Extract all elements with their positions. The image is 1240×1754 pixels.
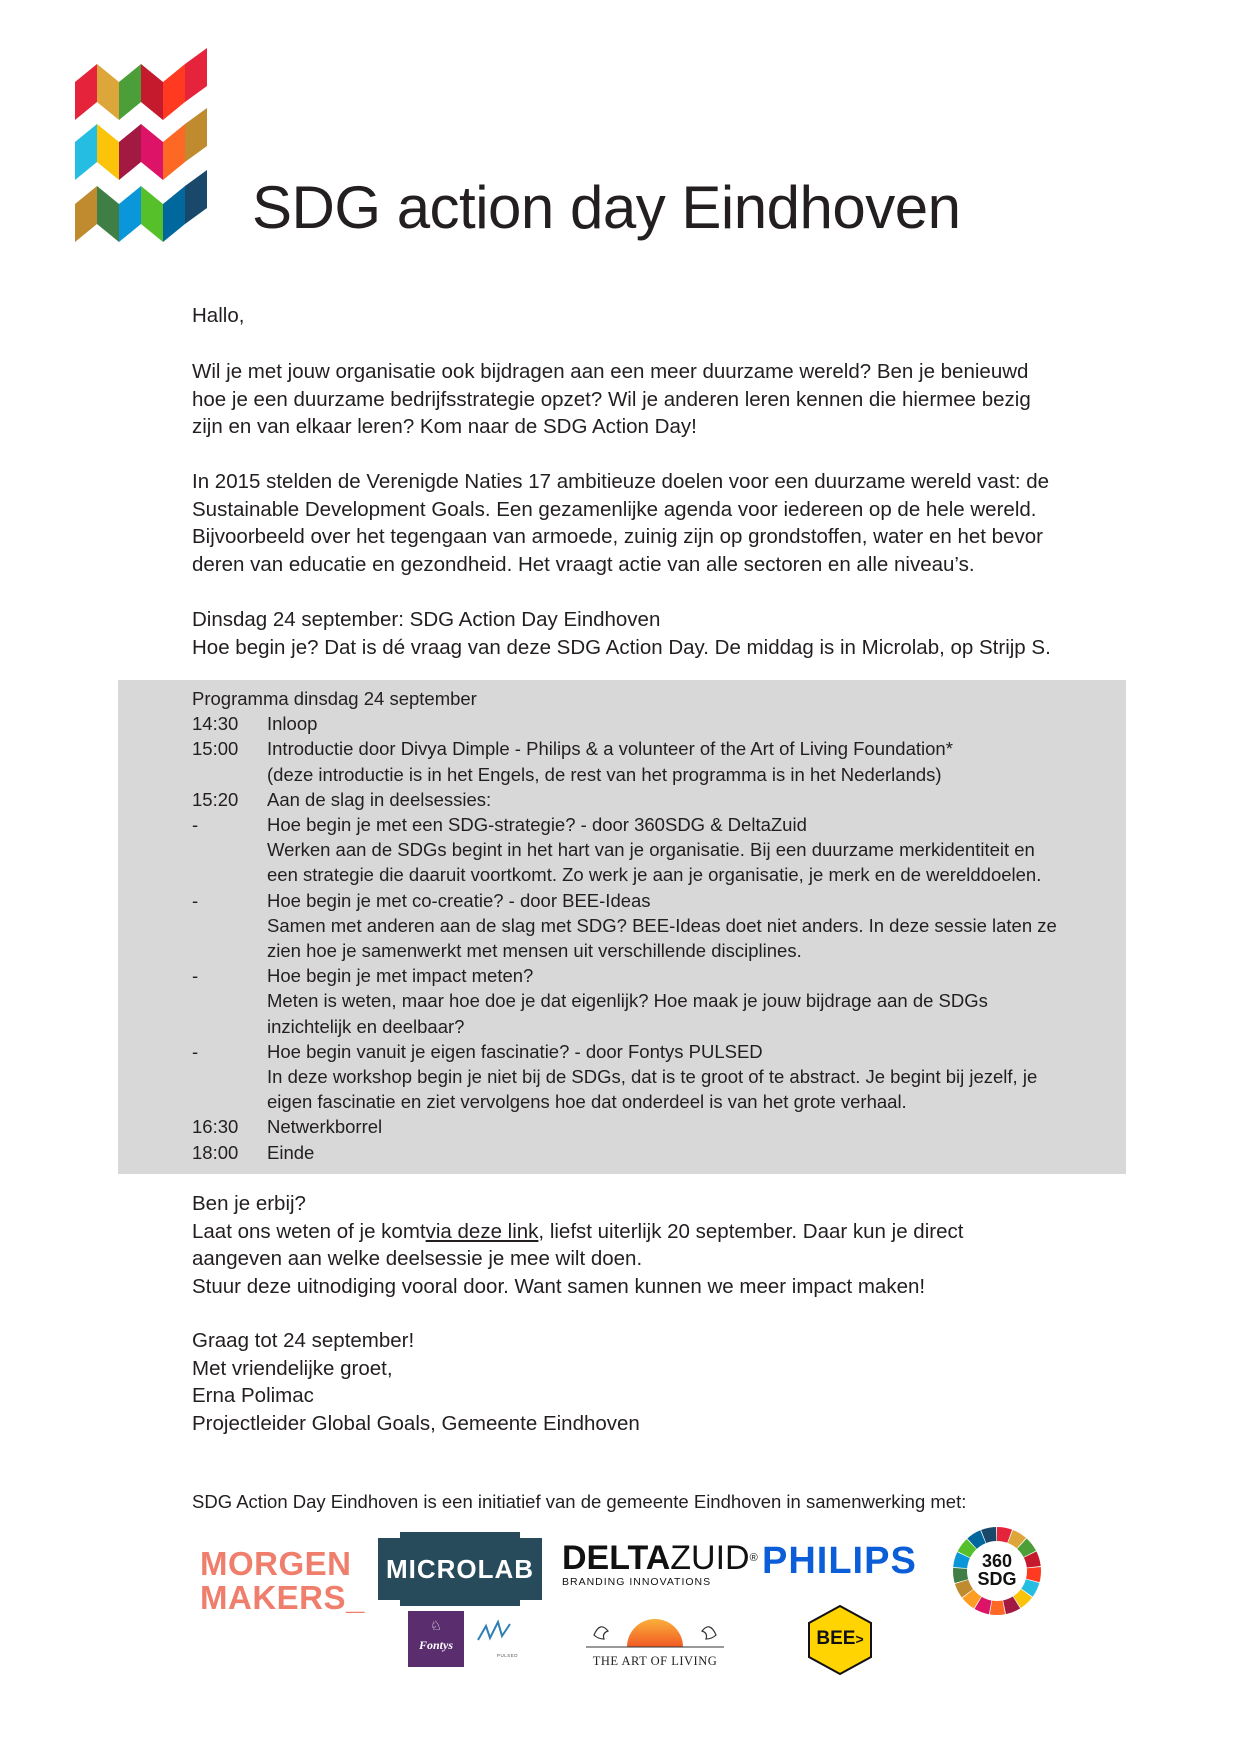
signatory-title: Projectleider Global Goals, Gemeente Eindhoven [192,1411,640,1435]
closing [192,1327,640,1437]
sdg-logo-mark [75,48,207,260]
program-text: zien hoe je samenwerkt met mensen uit verschillende disciplines. [267,940,802,962]
deltazuid-logo [562,1540,758,1588]
art-of-living-logo [582,1611,728,1667]
logo-tagline: BRANDING INNOVATIONS [562,1576,712,1588]
text-line: In 2015 stelden de Verenigde Naties 17 ambitieuze doelen voor een duurzame wereld vast: de [192,470,1050,493]
program-text: Samen met anderen aan de slag met SDG? BEE-Ideas doet niet anders. In deze sessie laten ze [267,914,1057,936]
program-text: Werken aan de SDGs begint in het hart van je organisatie. Bij een duurzame merkidentiteit en [267,839,1035,861]
page-title: SDG action day Eindhoven [252,174,961,241]
program-text: (deze introductie is in het Engels, de rest van het programma is in het Nederlands) [267,763,942,785]
program-text: Introductie door Divya Dimple - Philips & a volunteer of the Art of Living Foundation* [267,738,953,760]
text-fragment: , liefst uiterlijk 20 september. Daar kun je direct [538,1219,964,1243]
program-row [192,736,1057,786]
logo-text: MAKERS_ [200,1579,365,1616]
logo-text: SDG [977,1569,1017,1589]
program-row [192,1039,1057,1115]
program-bullet: - [192,814,199,836]
text-line: Sustainable Development Goals. Een gezamenlijke agenda voor iedereen op de hele wereld. [192,497,1037,521]
text-line: Graag tot 24 september! [192,1329,415,1352]
philips-logo: PHILIPS [762,1540,917,1582]
text-line: hoe je een duurzame bedrijfsstrategie opzet? Wil je anderen leren kennen die hiermee bezig [192,387,1031,411]
logo-text: Fontys [418,1638,453,1652]
wheel-segment [990,1600,1005,1615]
program-bullet: - [192,1040,199,1062]
fontys-figure-icon: ♘ [430,1618,442,1633]
intro-paragraph-1 [192,358,1031,441]
text-line: Bijvoorbeeld over het tegengaan van armoede, zuinig zijn op grondstoffen, water en het bevor [192,525,1043,548]
logo-text: DELTA [562,1539,671,1577]
logo-text: BEE [816,1628,856,1649]
text-line: Dinsdag 24 september: SDG Action Day Eindhoven [192,608,661,631]
text-line: Wil je met jouw organisatie ook bijdragen aan een meer duurzame wereld? Ben je benieuwd [192,360,1029,383]
greeting: Hallo, [192,304,245,327]
intro-paragraph-2 [192,468,1049,578]
text-line [192,1218,963,1246]
program-text: Aan de slag in deelsessies: [267,788,492,810]
registered-icon: ® [749,1552,758,1564]
text-line: Met vriendelijke groet, [192,1356,393,1380]
program-text: Hoe begin vanuit je eigen fascinatie? - door Fontys PULSED [267,1040,763,1062]
text-line: deren van educatie en gezondheid. Het vraagt actie van alle sectoren en alle niveau’s. [192,552,975,576]
program-text: Hoe begin je met een SDG-strategie? - door 360SDG & DeltaZuid [267,814,807,836]
program-text: een strategie die daaruit voortkomt. Zo werk je aan je organisatie, je merk en de werelddoelen. [267,864,1042,886]
logo-text [806,1628,874,1650]
rsvp-section [192,1190,963,1300]
text-line: aangeven aan welke deelsessie je mee wilt doen. [192,1247,643,1270]
logo-text: MICROLAB [385,1554,535,1584]
program-schedule [192,686,1057,1165]
fontys-logo [408,1611,464,1667]
logo-text: ZUID [670,1539,750,1577]
program-bullet: - [192,965,199,987]
program-text: eigen fascinatie en ziet vervolgens hoe dat onderdeel is van het grote verhaal. [267,1091,907,1113]
morgenmakers-logo [200,1547,365,1615]
program-bullet: - [192,889,199,911]
text-line: zijn en van elkaar leren? Kom naar de SDG Action Day! [192,415,697,438]
bee-ideas-logo [806,1604,874,1676]
program-time: 14:30 [192,713,239,735]
program-text: In deze workshop begin je niet bij de SDGs, dat is te groot of te abstract. Je begint bij jezelf, je [267,1066,1038,1088]
program-row [192,888,1057,964]
program-row [192,1114,1057,1139]
logo-text: MORGEN [200,1545,352,1582]
partners-intro: SDG Action Day Eindhoven is een initiatief van de gemeente Eindhoven in samenwerking met: [192,1491,967,1512]
pulsed-wave-icon [476,1618,518,1648]
program-text: Hoe begin je met impact meten? [267,965,534,987]
signatory-name: Erna Polimac [192,1384,314,1407]
logo-text: 360 [981,1551,1013,1571]
program-text: Netwerkborrel [267,1116,383,1138]
logo-text: PULSED [496,1653,518,1658]
program-text: Hoe begin je met co-creatie? - door BEE-Ideas [267,889,651,911]
program-time: 18:00 [192,1141,239,1163]
intro-paragraph-3 [192,606,1051,661]
microlab-logo [378,1532,542,1606]
program-text: Inloop [267,713,318,735]
program-text: Meten is weten, maar hoe doe je dat eigenlijk? Hoe maak je jouw bijdrage aan de SDGs [267,990,988,1012]
text-line: Stuur deze uitnodiging vooral door. Want samen kunnen we meer impact maken! [192,1274,926,1298]
program-heading: Programma dinsdag 24 september [192,688,477,709]
sunrise-swans-icon [582,1611,728,1649]
text-line: Hoe begin je? Dat is dé vraag van deze SDG Action Day. De middag is in Microlab, op Strijp S. [192,635,1051,659]
rsvp-question: Ben je erbij? [192,1192,306,1215]
intro [192,302,244,330]
program-row [192,1140,1057,1165]
program-time: 15:20 [192,788,239,810]
text-fragment: Laat ons weten of je komt [192,1219,426,1243]
logo-text: THE ART OF LIVING [592,1654,718,1668]
arrow-icon: > [855,1631,864,1647]
pulsed-logo [476,1618,518,1660]
program-time: 15:00 [192,738,239,760]
signup-link[interactable]: via deze link [425,1219,539,1243]
program-time: 16:30 [192,1116,239,1138]
program-row [192,812,1057,888]
program-text: inzichtelijk en deelbaar? [267,1015,465,1037]
program-row [192,963,1057,1039]
program-row [192,787,1057,812]
program-text: Einde [267,1141,315,1163]
360sdg-logo [952,1526,1042,1616]
program-row [192,711,1057,736]
